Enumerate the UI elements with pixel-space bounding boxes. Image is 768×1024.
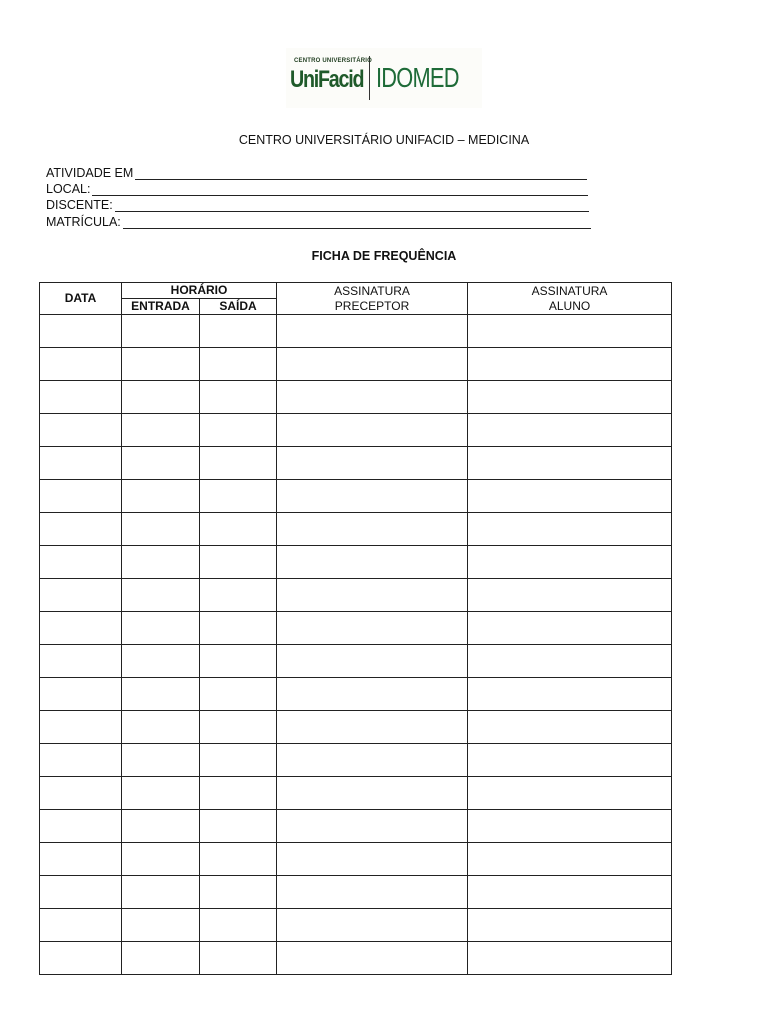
table-row — [40, 711, 672, 744]
cell-saida[interactable] — [200, 348, 277, 381]
cell-data[interactable] — [40, 513, 122, 546]
table-row — [40, 612, 672, 645]
cell-assinatura-aluno[interactable] — [468, 843, 672, 876]
cell-saida[interactable] — [200, 612, 277, 645]
col-header-saida: SAÍDA — [200, 299, 277, 315]
cell-data[interactable] — [40, 414, 122, 447]
cell-assinatura-preceptor[interactable] — [277, 447, 468, 480]
cell-entrada[interactable] — [122, 843, 200, 876]
cell-data[interactable] — [40, 744, 122, 777]
cell-assinatura-aluno[interactable] — [468, 381, 672, 414]
field-matricula-label: MATRÍCULA: — [46, 215, 121, 229]
table-row — [40, 315, 672, 348]
cell-assinatura-preceptor[interactable] — [277, 414, 468, 447]
cell-saida[interactable] — [200, 447, 277, 480]
institution-logo — [286, 48, 482, 108]
cell-saida[interactable] — [200, 843, 277, 876]
table-row — [40, 480, 672, 513]
cell-saida[interactable] — [200, 810, 277, 843]
col-header-aluno-line2: ALUNO — [548, 298, 591, 313]
cell-saida[interactable] — [200, 678, 277, 711]
form-title: FICHA DE FREQUÊNCIA — [311, 249, 457, 263]
cell-assinatura-aluno[interactable] — [468, 678, 672, 711]
attendance-table — [39, 282, 672, 975]
cell-data[interactable] — [40, 678, 122, 711]
cell-data[interactable] — [40, 876, 122, 909]
cell-saida[interactable] — [200, 513, 277, 546]
field-discente — [46, 198, 589, 212]
col-header-preceptor — [277, 283, 468, 315]
cell-saida[interactable] — [200, 744, 277, 777]
cell-saida[interactable] — [200, 579, 277, 612]
cell-saida[interactable] — [200, 942, 277, 975]
cell-assinatura-preceptor[interactable] — [277, 678, 468, 711]
table-row — [40, 513, 672, 546]
cell-entrada[interactable] — [122, 579, 200, 612]
cell-assinatura-preceptor[interactable] — [277, 480, 468, 513]
cell-assinatura-preceptor[interactable] — [277, 513, 468, 546]
cell-assinatura-preceptor[interactable] — [277, 612, 468, 645]
col-header-preceptor-line1: ASSINATURA — [334, 283, 410, 298]
cell-assinatura-aluno[interactable] — [468, 546, 672, 579]
cell-entrada[interactable] — [122, 612, 200, 645]
cell-assinatura-aluno[interactable] — [468, 645, 672, 678]
cell-saida[interactable] — [200, 546, 277, 579]
field-discente-label: DISCENTE: — [46, 198, 113, 212]
cell-assinatura-aluno[interactable] — [468, 315, 672, 348]
cell-assinatura-aluno[interactable] — [468, 579, 672, 612]
cell-assinatura-aluno[interactable] — [468, 612, 672, 645]
col-header-aluno-line1: ASSINATURA — [531, 283, 608, 298]
cell-assinatura-preceptor[interactable] — [277, 810, 468, 843]
attendance-rows — [40, 315, 672, 975]
table-row — [40, 645, 672, 678]
cell-entrada[interactable] — [122, 480, 200, 513]
cell-data[interactable] — [40, 612, 122, 645]
cell-entrada[interactable] — [122, 876, 200, 909]
cell-entrada[interactable] — [122, 777, 200, 810]
cell-saida[interactable] — [200, 711, 277, 744]
cell-entrada[interactable] — [122, 678, 200, 711]
cell-assinatura-aluno[interactable] — [468, 480, 672, 513]
cell-assinatura-aluno[interactable] — [468, 942, 672, 975]
cell-assinatura-aluno[interactable] — [468, 777, 672, 810]
cell-saida[interactable] — [200, 876, 277, 909]
col-header-data: DATA — [40, 283, 122, 315]
cell-data[interactable] — [40, 843, 122, 876]
table-row — [40, 876, 672, 909]
cell-assinatura-aluno[interactable] — [468, 876, 672, 909]
cell-saida[interactable] — [200, 414, 277, 447]
col-header-entrada: ENTRADA — [122, 299, 200, 315]
logo-small-text: CENTRO UNIVERSITÁRIO — [294, 58, 373, 64]
cell-entrada[interactable] — [122, 810, 200, 843]
cell-entrada[interactable] — [122, 546, 200, 579]
cell-assinatura-aluno[interactable] — [468, 348, 672, 381]
cell-assinatura-preceptor[interactable] — [277, 381, 468, 414]
cell-data[interactable] — [40, 381, 122, 414]
table-row — [40, 909, 672, 942]
cell-entrada[interactable] — [122, 513, 200, 546]
field-local — [46, 182, 588, 196]
cell-entrada[interactable] — [122, 447, 200, 480]
table-row — [40, 348, 672, 381]
cell-assinatura-aluno[interactable] — [468, 414, 672, 447]
table-row — [40, 447, 672, 480]
cell-assinatura-preceptor[interactable] — [277, 777, 468, 810]
cell-data[interactable] — [40, 480, 122, 513]
cell-assinatura-preceptor[interactable] — [277, 909, 468, 942]
table-row — [40, 810, 672, 843]
cell-data[interactable] — [40, 909, 122, 942]
cell-data[interactable] — [40, 315, 122, 348]
cell-data[interactable] — [40, 348, 122, 381]
cell-entrada[interactable] — [122, 645, 200, 678]
table-row — [40, 579, 672, 612]
cell-data[interactable] — [40, 810, 122, 843]
table-row — [40, 546, 672, 579]
cell-assinatura-preceptor[interactable] — [277, 942, 468, 975]
cell-saida[interactable] — [200, 480, 277, 513]
table-row — [40, 381, 672, 414]
field-matricula — [46, 215, 591, 229]
table-row — [40, 414, 672, 447]
cell-data[interactable] — [40, 942, 122, 975]
cell-assinatura-preceptor[interactable] — [277, 744, 468, 777]
cell-assinatura-preceptor[interactable] — [277, 348, 468, 381]
field-discente-line[interactable] — [115, 200, 589, 212]
cell-data[interactable] — [40, 777, 122, 810]
cell-assinatura-aluno[interactable] — [468, 744, 672, 777]
cell-saida[interactable] — [200, 909, 277, 942]
cell-assinatura-aluno[interactable] — [468, 810, 672, 843]
idomed-logo: IDOMED — [376, 62, 459, 93]
cell-entrada[interactable] — [122, 711, 200, 744]
cell-assinatura-preceptor[interactable] — [277, 546, 468, 579]
cell-assinatura-preceptor[interactable] — [277, 711, 468, 744]
cell-assinatura-preceptor[interactable] — [277, 645, 468, 678]
cell-assinatura-aluno[interactable] — [468, 513, 672, 546]
cell-entrada[interactable] — [122, 348, 200, 381]
cell-assinatura-preceptor[interactable] — [277, 579, 468, 612]
cell-entrada[interactable] — [122, 381, 200, 414]
cell-data[interactable] — [40, 447, 122, 480]
col-header-aluno — [468, 283, 672, 315]
table-row — [40, 843, 672, 876]
cell-data[interactable] — [40, 645, 122, 678]
cell-assinatura-aluno[interactable] — [468, 447, 672, 480]
table-row — [40, 744, 672, 777]
cell-assinatura-aluno[interactable] — [468, 711, 672, 744]
cell-entrada[interactable] — [122, 414, 200, 447]
cell-entrada[interactable] — [122, 909, 200, 942]
cell-data[interactable] — [40, 546, 122, 579]
field-atividade-line[interactable] — [135, 168, 587, 180]
col-header-preceptor-line2: PRECEPTOR — [334, 298, 410, 313]
cell-assinatura-preceptor[interactable] — [277, 315, 468, 348]
cell-saida[interactable] — [200, 777, 277, 810]
field-atividade — [46, 166, 587, 180]
table-row — [40, 777, 672, 810]
cell-saida[interactable] — [200, 315, 277, 348]
unifacid-logo — [286, 48, 373, 108]
cell-data[interactable] — [40, 711, 122, 744]
cell-entrada[interactable] — [122, 942, 200, 975]
field-matricula-line[interactable] — [123, 217, 591, 229]
field-local-line[interactable] — [92, 184, 588, 196]
field-atividade-label: ATIVIDADE EM — [46, 166, 134, 180]
field-local-label: LOCAL: — [46, 182, 91, 196]
cell-assinatura-preceptor[interactable] — [277, 876, 468, 909]
cell-saida[interactable] — [200, 381, 277, 414]
table-row — [40, 678, 672, 711]
cell-data[interactable] — [40, 579, 122, 612]
cell-entrada[interactable] — [122, 315, 200, 348]
col-header-horario: HORÁRIO — [122, 283, 277, 299]
cell-saida[interactable] — [200, 645, 277, 678]
table-row — [40, 942, 672, 975]
cell-entrada[interactable] — [122, 744, 200, 777]
document-heading: CENTRO UNIVERSITÁRIO UNIFACID – MEDICINA — [238, 133, 530, 147]
logo-brand: UniFacid — [290, 66, 364, 93]
cell-assinatura-aluno[interactable] — [468, 909, 672, 942]
cell-assinatura-preceptor[interactable] — [277, 843, 468, 876]
